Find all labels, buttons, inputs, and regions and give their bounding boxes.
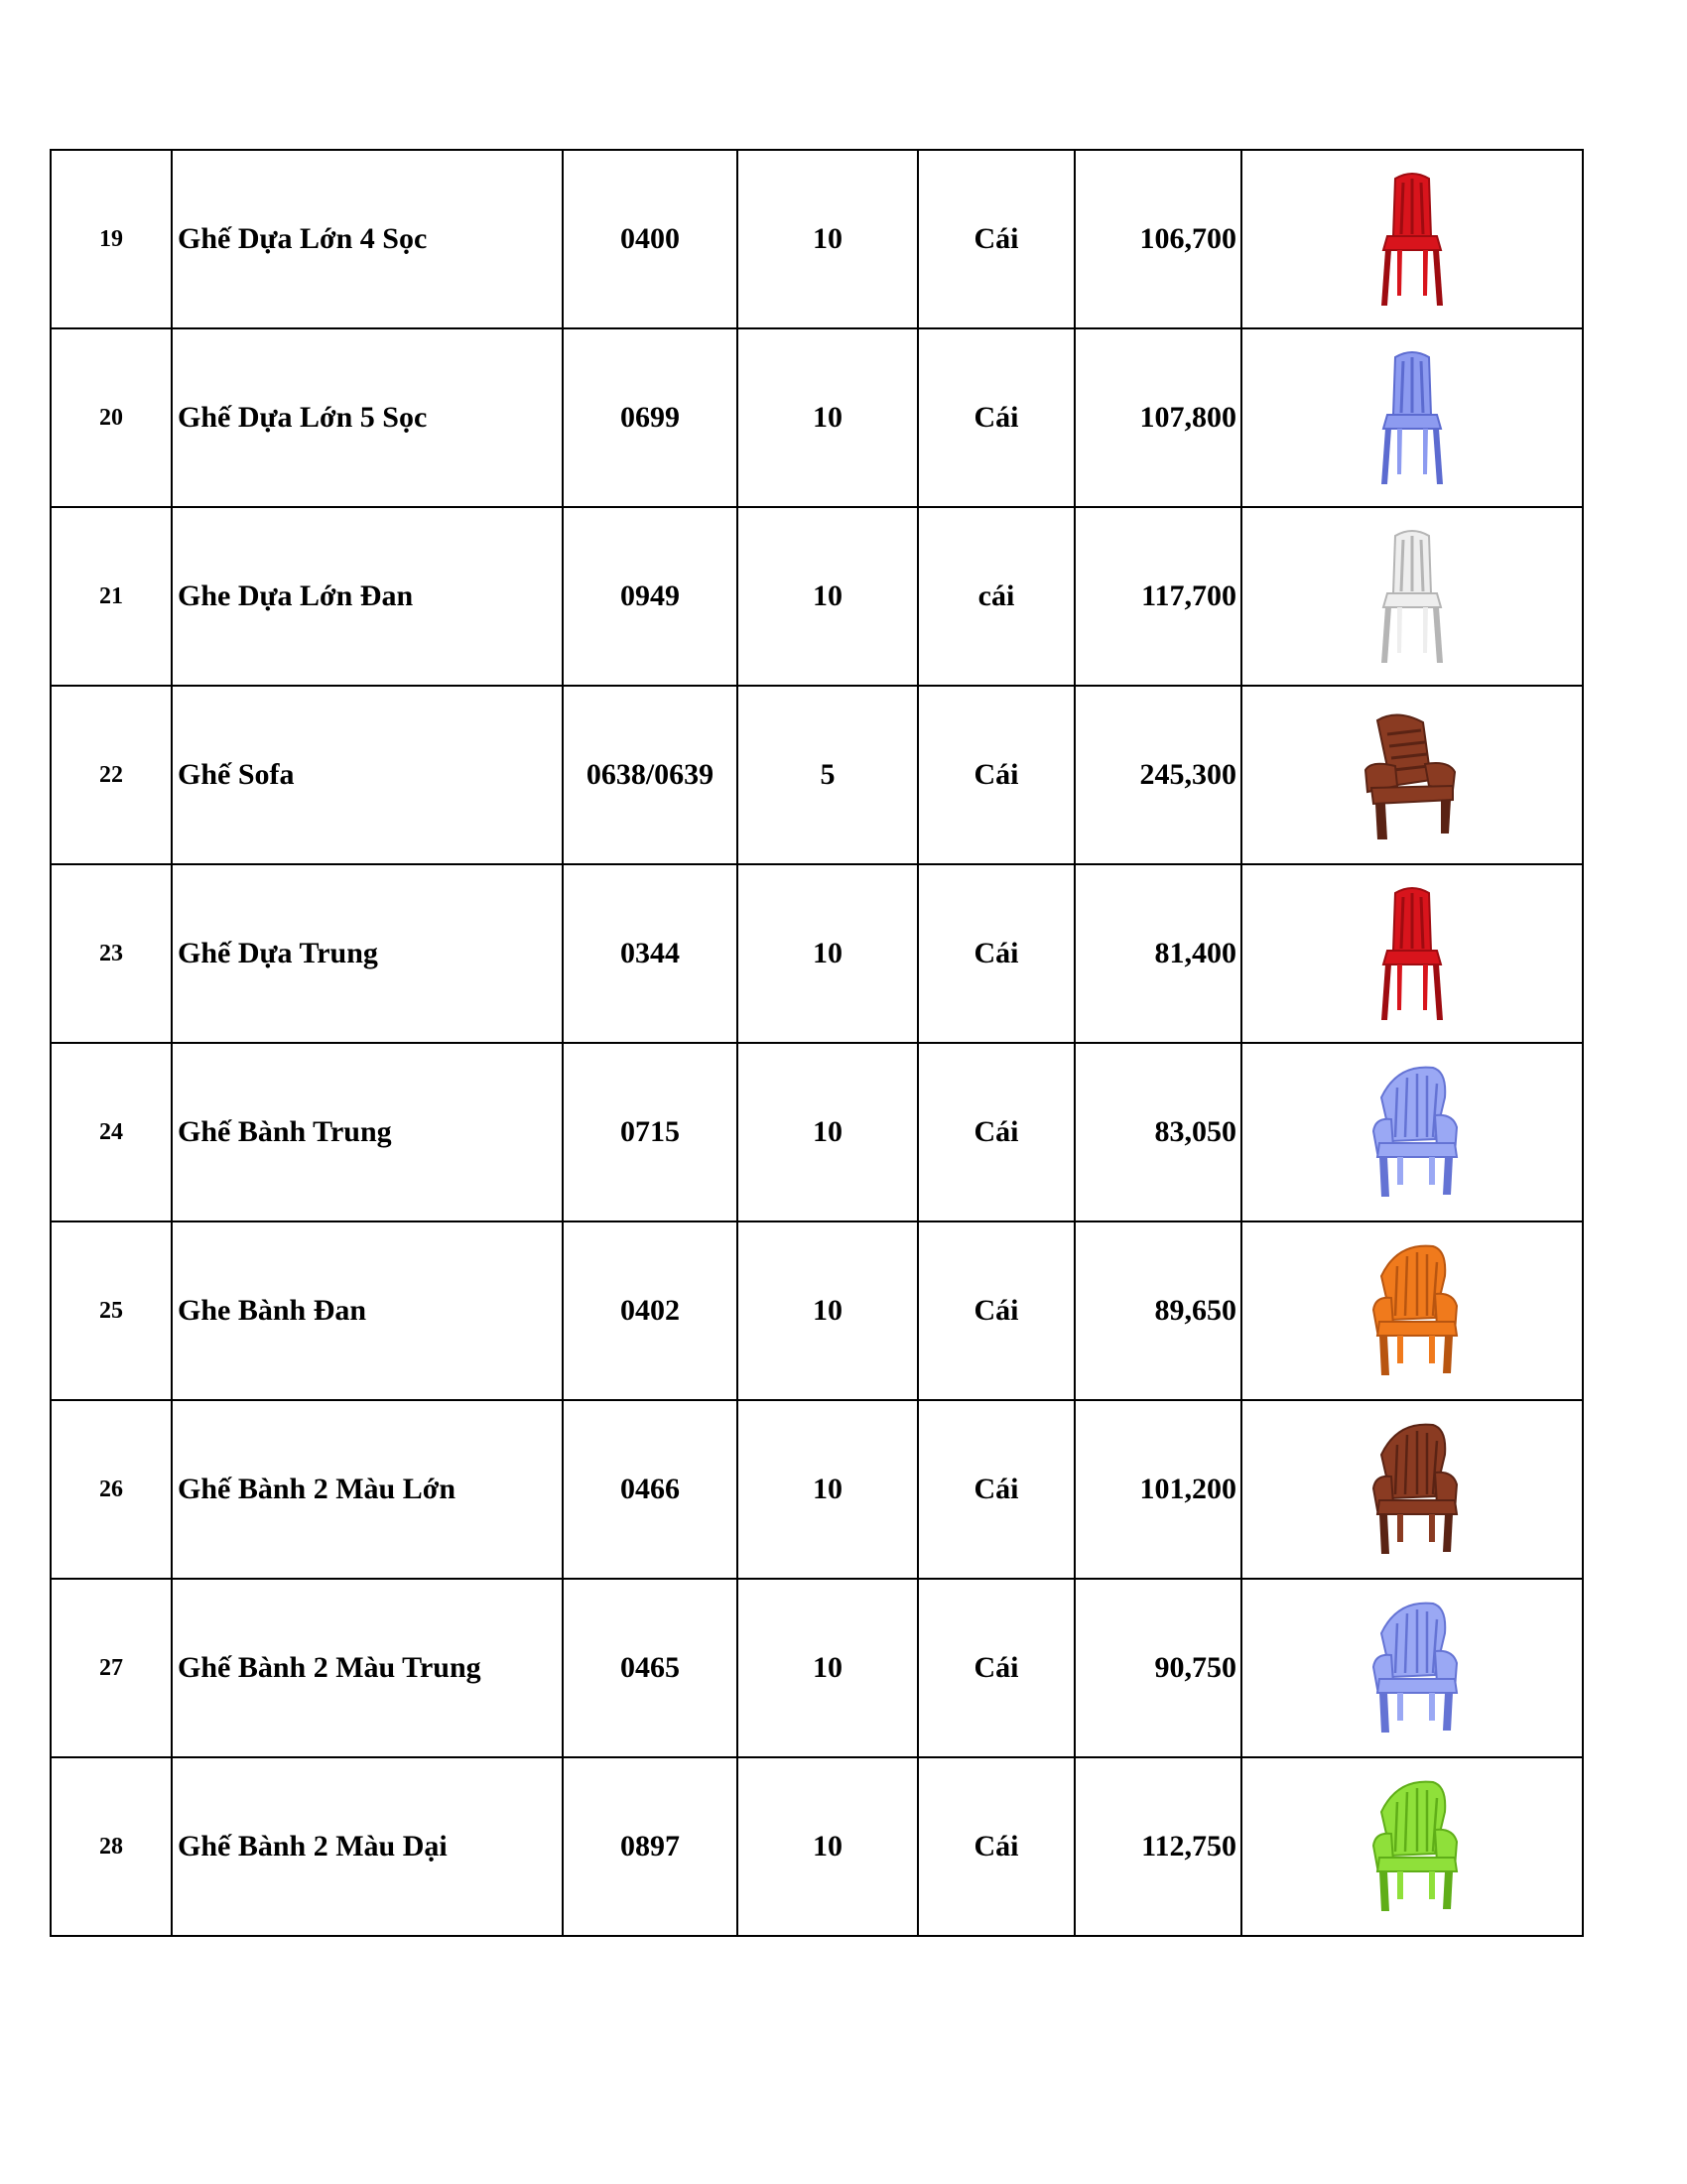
table-row <box>51 1400 1583 1579</box>
quantity: 10 <box>737 1043 918 1221</box>
unit: Cái <box>918 864 1075 1043</box>
chair-image <box>1338 1772 1487 1921</box>
price: 112,750 <box>1075 1757 1241 1936</box>
quantity: 10 <box>737 507 918 686</box>
price-table <box>50 149 1584 1937</box>
product-code: 0715 <box>563 1043 737 1221</box>
row-number: 24 <box>51 1043 172 1221</box>
chair-image <box>1338 522 1487 671</box>
chair-image <box>1338 1594 1487 1742</box>
row-number: 21 <box>51 507 172 686</box>
unit: Cái <box>918 1579 1075 1757</box>
price: 83,050 <box>1075 1043 1241 1221</box>
quantity: 10 <box>737 328 918 507</box>
table-row <box>51 864 1583 1043</box>
product-image-cell <box>1241 150 1583 328</box>
quantity: 10 <box>737 864 918 1043</box>
product-image-cell <box>1241 1221 1583 1400</box>
product-name: Ghe Dựa Lớn Đan <box>172 507 563 686</box>
chair-image <box>1338 1236 1487 1385</box>
row-number: 25 <box>51 1221 172 1400</box>
chair-image <box>1338 343 1487 492</box>
row-number: 28 <box>51 1757 172 1936</box>
product-image-cell <box>1241 1579 1583 1757</box>
price: 117,700 <box>1075 507 1241 686</box>
product-code: 0400 <box>563 150 737 328</box>
product-name: Ghế Bành 2 Màu Trung <box>172 1579 563 1757</box>
price: 245,300 <box>1075 686 1241 864</box>
price: 81,400 <box>1075 864 1241 1043</box>
product-name: Ghe Bành Đan <box>172 1221 563 1400</box>
unit: Cái <box>918 328 1075 507</box>
unit: Cái <box>918 686 1075 864</box>
quantity: 10 <box>737 1579 918 1757</box>
quantity: 10 <box>737 1757 918 1936</box>
product-name: Ghế Dựa Trung <box>172 864 563 1043</box>
price: 107,800 <box>1075 328 1241 507</box>
unit: Cái <box>918 1221 1075 1400</box>
product-name: Ghế Bành 2 Màu Dại <box>172 1757 563 1936</box>
chair-image <box>1338 1415 1487 1564</box>
row-number: 27 <box>51 1579 172 1757</box>
unit: Cái <box>918 150 1075 328</box>
table-row <box>51 1043 1583 1221</box>
price: 101,200 <box>1075 1400 1241 1579</box>
table-row <box>51 1221 1583 1400</box>
table-row <box>51 150 1583 328</box>
product-image-cell <box>1241 1400 1583 1579</box>
product-image-cell <box>1241 864 1583 1043</box>
price: 90,750 <box>1075 1579 1241 1757</box>
price: 106,700 <box>1075 150 1241 328</box>
chair-image <box>1338 1058 1487 1207</box>
product-code: 0465 <box>563 1579 737 1757</box>
row-number: 19 <box>51 150 172 328</box>
product-name: Ghế Dựa Lớn 5 Sọc <box>172 328 563 507</box>
table-row <box>51 328 1583 507</box>
unit: Cái <box>918 1043 1075 1221</box>
unit: Cái <box>918 1400 1075 1579</box>
chair-image <box>1338 701 1487 849</box>
unit: Cái <box>918 1757 1075 1936</box>
product-code: 0638/0639 <box>563 686 737 864</box>
table-body <box>51 150 1583 1936</box>
product-name: Ghế Bành 2 Màu Lớn <box>172 1400 563 1579</box>
unit: cái <box>918 507 1075 686</box>
chair-image <box>1338 165 1487 314</box>
quantity: 10 <box>737 1221 918 1400</box>
quantity: 5 <box>737 686 918 864</box>
product-code: 0699 <box>563 328 737 507</box>
product-name: Ghế Sofa <box>172 686 563 864</box>
quantity: 10 <box>737 1400 918 1579</box>
price: 89,650 <box>1075 1221 1241 1400</box>
product-image-cell <box>1241 328 1583 507</box>
product-code: 0344 <box>563 864 737 1043</box>
table-row <box>51 1579 1583 1757</box>
product-code: 0466 <box>563 1400 737 1579</box>
product-image-cell <box>1241 1043 1583 1221</box>
table-row <box>51 686 1583 864</box>
row-number: 23 <box>51 864 172 1043</box>
table-row <box>51 507 1583 686</box>
chair-image <box>1338 879 1487 1028</box>
table-row <box>51 1757 1583 1936</box>
quantity: 10 <box>737 150 918 328</box>
product-image-cell <box>1241 507 1583 686</box>
product-code: 0402 <box>563 1221 737 1400</box>
product-code: 0897 <box>563 1757 737 1936</box>
product-image-cell <box>1241 686 1583 864</box>
product-name: Ghế Dựa Lớn 4 Sọc <box>172 150 563 328</box>
row-number: 26 <box>51 1400 172 1579</box>
row-number: 20 <box>51 328 172 507</box>
row-number: 22 <box>51 686 172 864</box>
product-code: 0949 <box>563 507 737 686</box>
product-name: Ghế Bành Trung <box>172 1043 563 1221</box>
product-image-cell <box>1241 1757 1583 1936</box>
